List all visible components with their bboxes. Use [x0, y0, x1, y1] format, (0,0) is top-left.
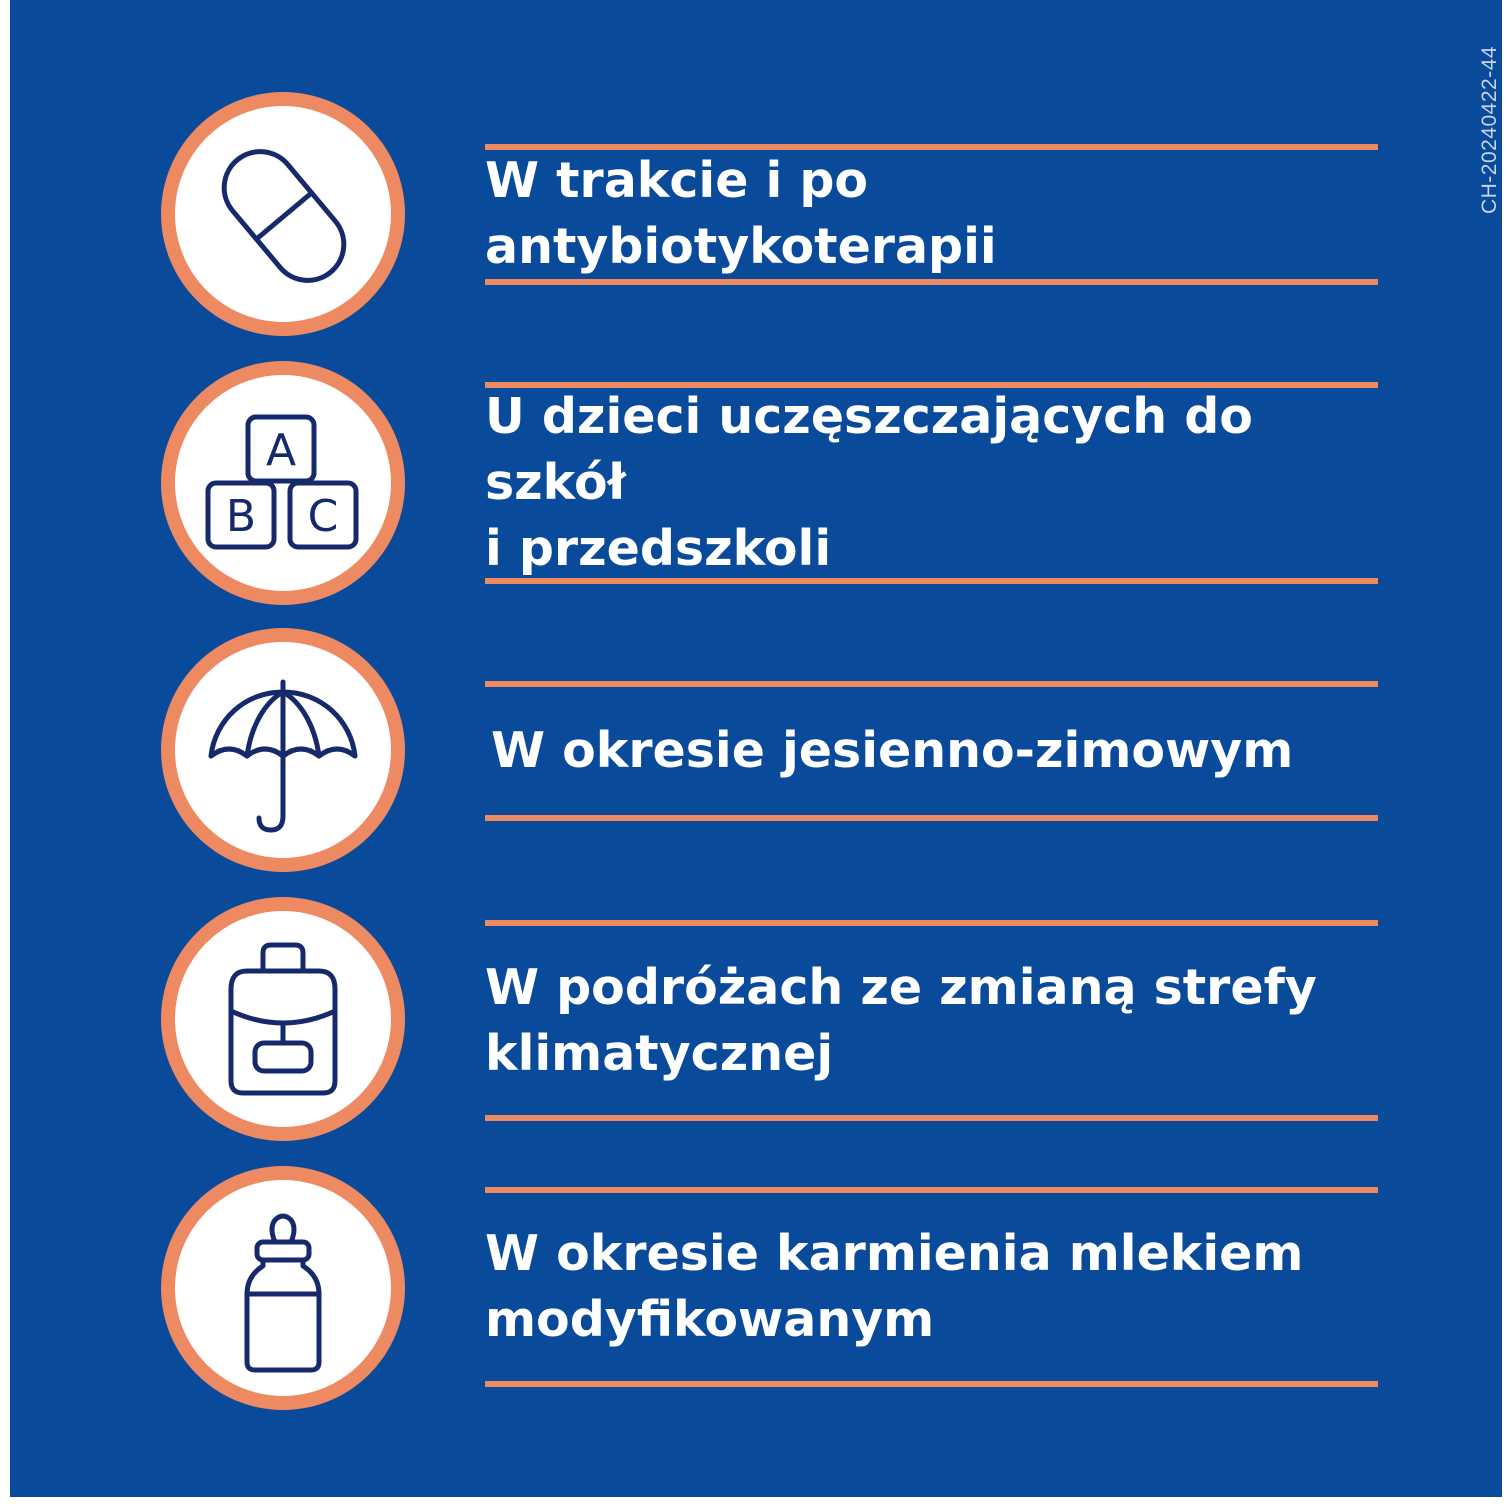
capsule-icon	[175, 106, 391, 322]
divider-bottom	[485, 815, 1378, 821]
document-code: CH-20240422-44	[1478, 45, 1501, 215]
divider-bottom	[485, 279, 1378, 285]
item-text: W trakcie i po antybiotykoterapii	[485, 152, 997, 275]
item-text: W okresie karmienia mlekiem modyfikowanym	[485, 1225, 1304, 1348]
icon-badge	[161, 361, 405, 605]
item-text: U dzieci uczęszczających do szkół i przedszkoli	[485, 388, 1253, 577]
divider-bottom	[485, 1115, 1378, 1121]
infographic-panel	[10, 0, 1502, 1497]
baby-bottle-icon	[175, 1180, 391, 1396]
icon-badge	[161, 92, 405, 336]
divider-bottom	[485, 578, 1378, 584]
divider-bottom	[485, 1381, 1378, 1387]
item-text: W okresie jesienno-zimowym	[491, 722, 1294, 779]
umbrella-icon	[175, 642, 391, 858]
block-letter-b: B	[225, 491, 257, 542]
block-letter-a: A	[265, 425, 297, 476]
item-text: W podróżach ze zmianą strefy klimatycznej	[485, 959, 1317, 1082]
icon-badge	[161, 1166, 405, 1410]
icon-badge	[161, 897, 405, 1141]
block-letter-c: C	[307, 491, 339, 542]
icon-badge	[161, 628, 405, 872]
abc-blocks-icon	[175, 375, 391, 591]
backpack-icon	[175, 911, 391, 1127]
